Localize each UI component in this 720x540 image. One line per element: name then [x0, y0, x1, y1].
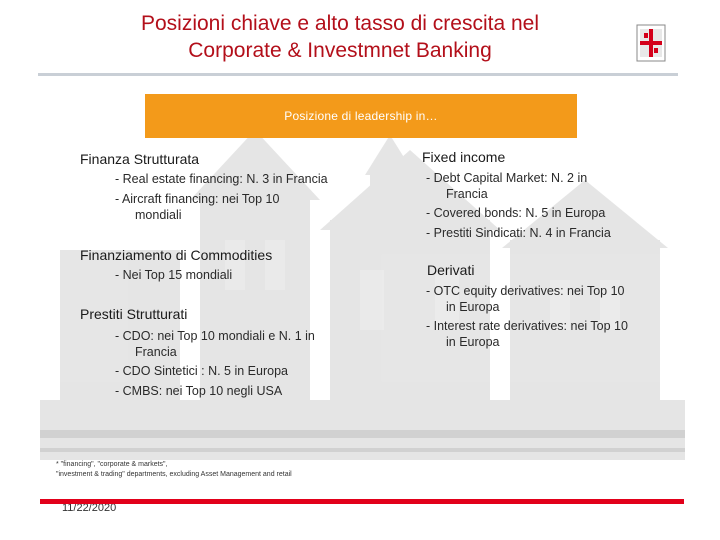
- page-title: [60, 10, 620, 64]
- bank-logo: [636, 24, 666, 62]
- heading-finanza-strutturata: Finanza Strutturata: [80, 151, 200, 167]
- page-title-line2: Corporate & Investmnet Banking: [188, 39, 492, 62]
- footer-divider: [40, 499, 684, 504]
- list-item: - CDO: nei Top 10 mondiali e N. 1 in Francia: [115, 329, 315, 359]
- page-title-line1: Posizioni chiave e alto tasso di crescita nel: [140, 12, 540, 35]
- heading-commodities: Finanziamento di Commodities: [80, 247, 273, 263]
- list-item: - Covered bonds: N. 5 in Europa: [426, 206, 606, 220]
- heading-derivati: Derivati: [427, 262, 475, 278]
- list-item: - Nei Top 15 mondiali: [115, 268, 233, 282]
- list-item: - Debt Capital Market: N. 2 in Francia: [426, 171, 588, 201]
- list-item: - Real estate financing: N. 3 in Francia: [115, 172, 328, 186]
- footer-date: 11/22/2020: [62, 504, 117, 512]
- list-item: - OTC equity derivatives: nei Top 10 in Europa: [426, 284, 625, 314]
- list-item: - CMBS: nei Top 10 negli USA: [115, 384, 283, 398]
- leadership-banner: [145, 94, 577, 138]
- list-item: - Prestiti Sindicati: N. 4 in Francia: [426, 226, 611, 240]
- heading-prestiti-strutturati: Prestiti Strutturati: [80, 306, 188, 322]
- list-item: - CDO Sintetici : N. 5 in Europa: [115, 364, 288, 378]
- footnote: * "financing", "corporate & markets", "investment & trading" departments, excluding Asset Management and retail: [56, 461, 292, 478]
- leadership-banner-text: Posizione di leadership in…: [284, 109, 438, 123]
- title-divider: [38, 73, 678, 76]
- heading-fixed-income: Fixed income: [422, 149, 506, 165]
- list-item: - Interest rate derivatives: nei Top 10 in Europa: [426, 319, 628, 349]
- list-item: - Aircraft financing: nei Top 10 mondiali: [115, 192, 280, 222]
